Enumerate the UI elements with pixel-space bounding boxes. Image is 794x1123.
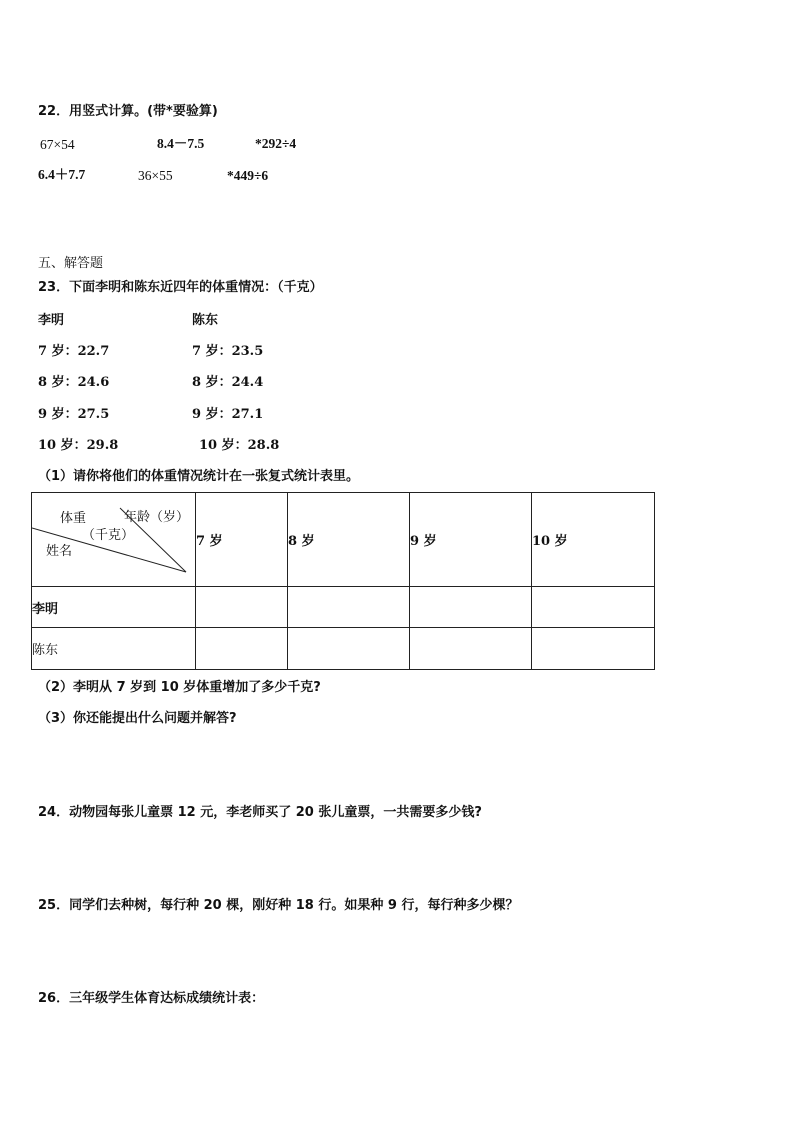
q23-chendong-8: 8 岁：24.4 [192,375,264,390]
q23-name-liming: 李明 [38,313,65,328]
answer-cell[interactable] [196,587,288,628]
corner-age-label: 年龄（岁） [124,510,190,525]
q23-title: 23．下面李明和陈东近四年的体重情况：（千克） [38,280,323,295]
q22-expr-4: 6.4＋7.7 [38,167,86,182]
header-8: 8 岁 [288,493,410,587]
row-label-liming: 李明 [32,587,196,628]
header-10: 10 岁 [532,493,655,587]
header-7: 7 岁 [196,493,288,587]
answer-cell[interactable] [532,628,655,670]
q25-text: 25．同学们去种树，每行种 20 棵，刚好种 18 行。如果种 9 行，每行种多少棵？ [38,898,519,913]
q22-title: 22．用竖式计算。(带*要验算) [38,104,218,119]
corner-name-label: 姓名 [46,544,73,559]
q23-name-chendong: 陈东 [192,313,219,328]
q23-sub1: （1）请你将他们的体重情况统计在一张复式统计表里。 [38,469,360,484]
q23-sub2: （2）李明从 7 岁到 10 岁体重增加了多少千克? [38,680,321,695]
answer-cell[interactable] [288,628,410,670]
table-row [32,587,655,628]
q23-sub3: （3）你还能提出什么问题并解答? [38,711,237,726]
answer-cell[interactable] [532,587,655,628]
q22-expr-3: *292÷4 [255,136,297,151]
row-label-chendong: 陈东 [32,628,196,670]
answer-cell[interactable] [410,587,532,628]
q22-expr-6: *449÷6 [227,168,269,183]
table-header-row [32,493,655,587]
section5-title: 五、解答题 [38,256,104,271]
weight-table [31,492,655,670]
table-row [32,628,655,670]
q24-text: 24．动物园每张儿童票 12 元，李老师买了 20 张儿童票，一共需要多少钱? [38,805,482,820]
corner-unit-label: （千克） [82,528,135,543]
corner-weight-label: 体重 [60,511,87,526]
q23-liming-8: 8 岁：24.6 [38,375,110,390]
header-9: 9 岁 [410,493,532,587]
q23-liming-10: 10 岁：29.8 [38,438,119,453]
q22-expr-2: 8.4－7.5 [157,136,205,151]
table-corner-cell [32,493,196,587]
answer-cell[interactable] [196,628,288,670]
q22-expr-5: 36×55 [138,168,173,183]
q26-text: 26．三年级学生体育达标成绩统计表： [38,991,265,1006]
q23-chendong-7: 7 岁：23.5 [192,344,264,359]
q23-chendong-9: 9 岁：27.1 [192,407,264,422]
q22-expr-1: 67×54 [40,137,75,152]
q23-liming-7: 7 岁：22.7 [38,344,110,359]
q23-liming-9: 9 岁：27.5 [38,407,110,422]
answer-cell[interactable] [410,628,532,670]
q23-chendong-10: 10 岁：28.8 [199,438,280,453]
answer-cell[interactable] [288,587,410,628]
